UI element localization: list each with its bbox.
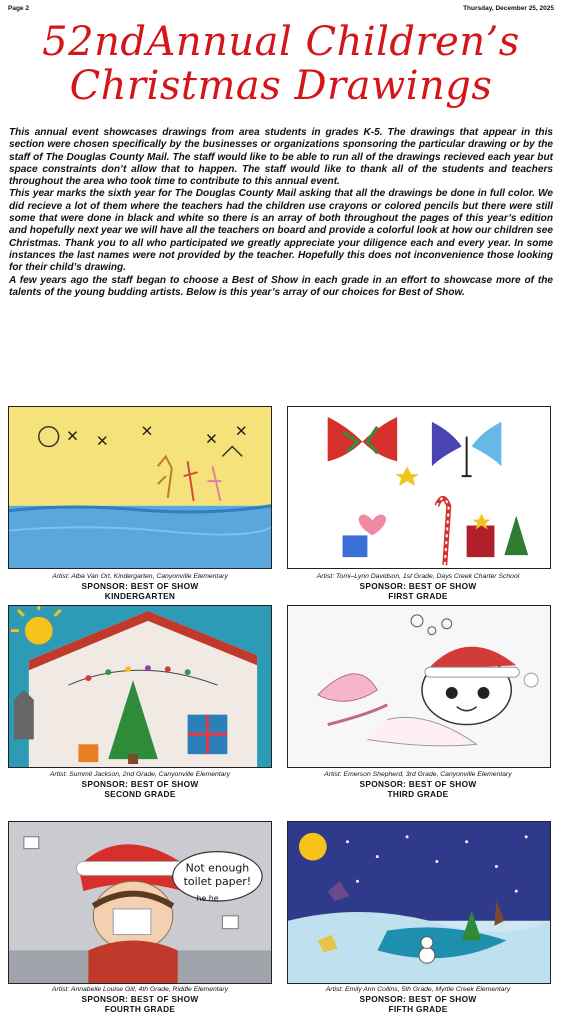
page-number: Page 2 (8, 5, 29, 12)
bubble-text-3: he he (196, 894, 219, 904)
artist-credit: Artist: Summit Jackson, 2nd Grade, Canyonville Elementary (49, 771, 231, 778)
caption-fourth-grade (5, 985, 275, 1014)
drawing-fifth-grade (287, 821, 551, 984)
intro-paragraph-2: This year marks the sixth year for The Douglas County Mail asking that all the drawings be done in full color. We did recieve a lot of them where the teachers had the children use crayons or colored pencils but there were still some that were done in black and white so there is an array of both throughout the pages of this year’s edition and hopefully next year we will have all the teachers on board and provide a colorful look at how our children see Christmas. Thank you to all who participated we greatly appreciate your diligence each and every year. In some instances the last names were not provided by the teacher. Hopefully this does not inconvenience those looking for their child’s drawing. (9, 188, 553, 274)
sponsor-label: SPONSOR: BEST OF SHOW (359, 581, 477, 591)
kindergarten-artwork (9, 407, 271, 568)
drawing-third-grade (287, 605, 551, 768)
fourth-grade-artwork (9, 822, 271, 983)
intro-text (9, 127, 553, 299)
artist-credit: Artist: Annabelle Louise Gill, 4th Grade, Riddle Elementary (51, 986, 229, 993)
title-line-1: 52ndAnnual Children’s (42, 19, 520, 65)
title-line-2: Christmas Drawings (69, 63, 493, 109)
sponsor-label: SPONSOR: BEST OF SHOW (359, 994, 477, 1004)
page-title (0, 20, 562, 108)
issue-date: Thursday, December 25, 2025 (463, 5, 554, 12)
drawing-second-grade (8, 605, 272, 768)
sponsor-label: SPONSOR: BEST OF SHOW (81, 994, 199, 1004)
drawing-kindergarten (8, 406, 272, 569)
artist-credit: Artist: Alba Van Ort, Kindergarten, Canyonville Elementary (52, 573, 228, 580)
grade-label: THIRD GRADE (387, 789, 449, 799)
third-grade-artwork (288, 606, 550, 767)
sponsor-label: SPONSOR: BEST OF SHOW (81, 779, 199, 789)
grade-label: FIRST GRADE (388, 591, 448, 601)
grade-label: SECOND GRADE (104, 789, 176, 799)
sponsor-label: SPONSOR: BEST OF SHOW (359, 779, 477, 789)
bubble-text-1: Not enough (185, 861, 250, 875)
grade-label: FIFTH GRADE (388, 1004, 448, 1014)
drawing-fourth-grade (8, 821, 272, 984)
caption-third-grade (283, 770, 553, 799)
grade-label: KINDERGARTEN (104, 591, 176, 601)
intro-paragraph-3: A few years ago the staff began to choose a Best of Show in each grade in an effort to showcase more of the talents of the young budding artists. Below is this year’s array of our choices for Best of Show. (9, 274, 553, 298)
artist-credit: Artist: Tomi–Lynn Davidson, 1st Grade, Days Creek Charter School (316, 573, 520, 580)
caption-fifth-grade (283, 985, 553, 1014)
caption-first-grade (283, 572, 553, 601)
artist-credit: Artist: Emily Ann Collins, 5th Grade, Myrtle Creek Elementary (325, 986, 511, 993)
intro-paragraph-1: This annual event showcases drawings from area students in grades K-5. The drawings that appear in this section were chosen specifically by the businesses or organizations sponsoring the particular drawing or by the staff of The Douglas County Mail. The staff would like to be able to run all of the drawings recieved each year but space constraints don’t allow that to happen. The staff would like to thank all of the students and teachers throughout the area who took time to contribute to this annual event. (9, 127, 553, 188)
fifth-grade-artwork (288, 822, 550, 983)
artist-credit: Artist: Emerson Shepherd, 3rd Grade, Canyonville Elementary (324, 771, 512, 778)
caption-kindergarten (5, 572, 275, 601)
grade-label: FOURTH GRADE (104, 1004, 176, 1014)
first-grade-artwork (288, 407, 550, 568)
sponsor-label: SPONSOR: BEST OF SHOW (81, 581, 199, 591)
page-header (8, 5, 554, 15)
second-grade-artwork (9, 606, 271, 767)
caption-second-grade (5, 770, 275, 799)
drawing-first-grade (287, 406, 551, 569)
bubble-text-2: toilet paper! (183, 875, 252, 889)
